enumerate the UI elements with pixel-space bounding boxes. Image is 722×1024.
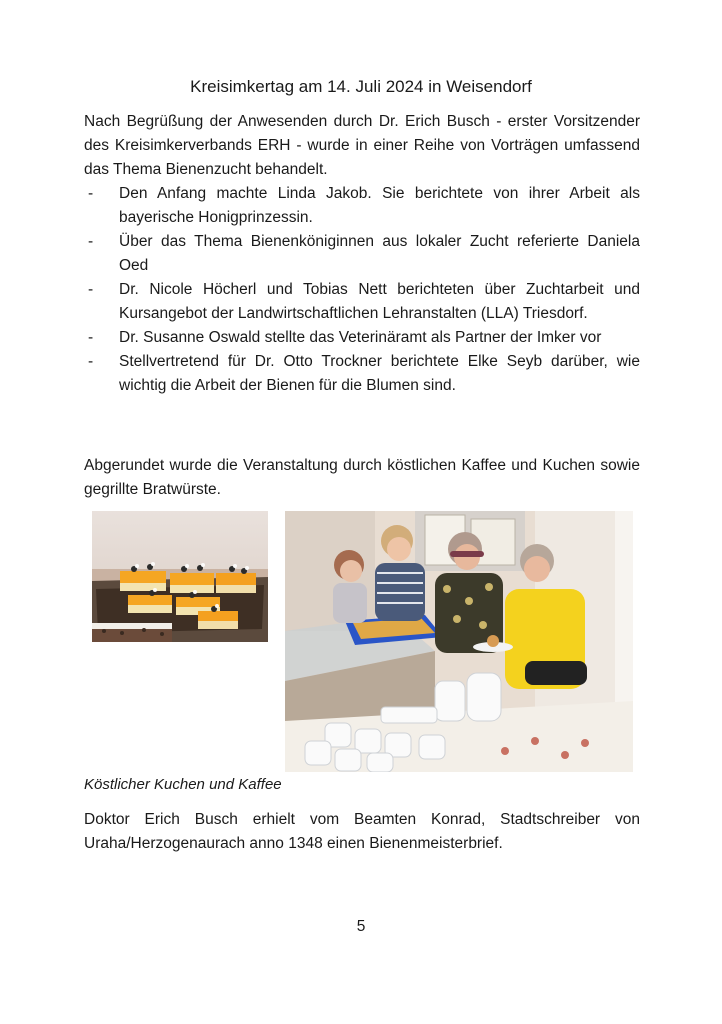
page-number: 5 <box>356 918 366 935</box>
coffee-buffet-illustration <box>285 511 633 772</box>
list-item-text: Stellvertretend für Dr. Otto Trockner berichtete Elke Seyb darüber, wie wichtig die Arbeit der Bienen für die Blumen sind. <box>119 353 640 394</box>
list-dash: - <box>88 281 94 298</box>
list-item-text: Dr. Susanne Oswald stellte das Veterinäramt als Partner der Imker vor <box>119 329 602 346</box>
list-item <box>84 278 640 326</box>
coffee-buffet-photo <box>285 511 633 772</box>
list-item-text: Dr. Nicole Höcherl und Tobias Nett berichteten über Zuchtarbeit und Kursangebot der Landwirtschaftlichen Lehranstalten (LLA) Triesdorf. <box>119 281 640 322</box>
closing-paragraph: Doktor Erich Busch erhielt vom Beamten Konrad, Stadtschreiber von Uraha/Herzogenaurach anno 1348 einen Bienenmeisterbrief. <box>84 811 640 852</box>
list-item <box>84 326 640 350</box>
cake-photo <box>92 511 268 642</box>
list-item <box>84 350 640 398</box>
talk-list <box>84 182 640 398</box>
outro-paragraph: Abgerundet wurde die Veranstaltung durch köstlichen Kaffee und Kuchen sowie gegrillte Bratwürste. <box>84 457 640 498</box>
page-title: Kreisimkertag am 14. Juli 2024 in Weisendorf <box>190 77 532 96</box>
list-dash: - <box>88 353 94 370</box>
cake-photo-illustration <box>92 511 268 642</box>
list-item <box>84 230 640 278</box>
list-dash: - <box>88 233 94 250</box>
photo-caption: Köstlicher Kuchen und Kaffee <box>84 776 282 793</box>
list-item-text: Über das Thema Bienenköniginnen aus lokaler Zucht referierte Daniela Oed <box>119 233 640 274</box>
intro-paragraph: Nach Begrüßung der Anwesenden durch Dr. Erich Busch - erster Vorsitzender des Kreisimkerverbands ERH - wurde in einer Reihe von Vorträgen umfassend das Thema Bienenzucht behandelt. <box>84 113 640 178</box>
list-item-text: Den Anfang machte Linda Jakob. Sie berichtete von ihrer Arbeit als bayerische Honigprinzessin. <box>119 185 640 226</box>
list-dash: - <box>88 185 94 202</box>
list-item <box>84 182 640 230</box>
list-dash: - <box>88 329 94 346</box>
